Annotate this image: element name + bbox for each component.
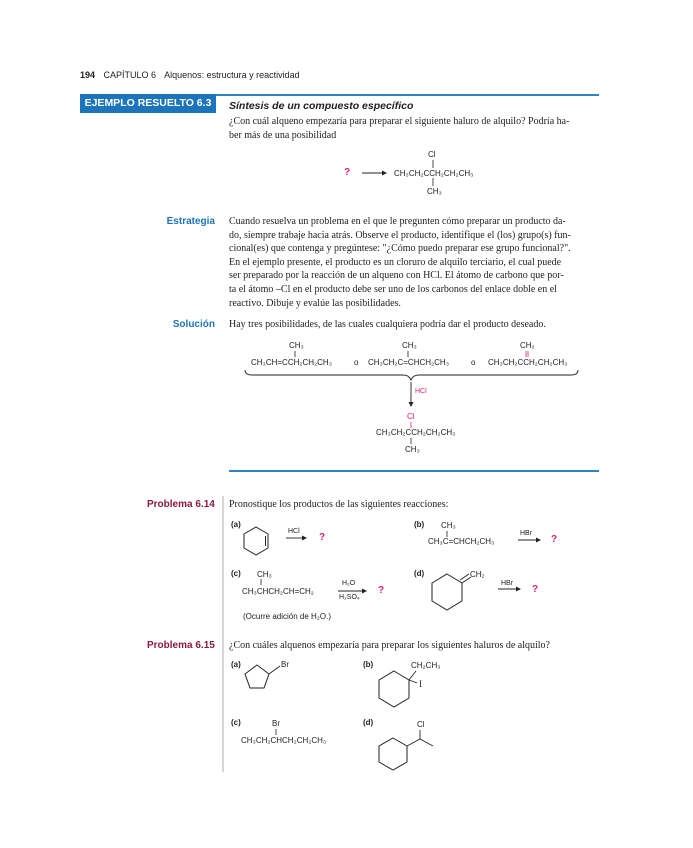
target-formula: CH₃CH₂CCH₂CH₂CH₃ xyxy=(394,169,474,178)
strategy-line: do, siempre trabaje hacia atrás. Observe el producto, identifique el (los) grupo(s) fun- xyxy=(229,229,571,241)
question-mark: ? xyxy=(319,532,326,543)
strategy-line: En el ejemplo presente, el producto es un cloruro de alquilo terciario, el cual puede xyxy=(229,256,562,268)
alkene-1: CH₃CH=CCH₂CH₂CH₃ xyxy=(251,358,332,367)
product-formula: CH₃CH₂CCH₂CH₂CH₃ xyxy=(376,428,456,437)
b-formula: CH₃C=CHCH₂CH₃ xyxy=(428,537,495,546)
a-bromine: Br xyxy=(281,660,289,669)
alkene-3: CH₃CH₂CCH₂CH₂CH₃ xyxy=(488,358,568,367)
item-c: (c) xyxy=(231,569,241,578)
item-c: (c) xyxy=(231,718,241,727)
b-methyl: CH₃ xyxy=(441,521,456,530)
d-chlorine: Cl xyxy=(417,720,425,729)
example-title: Síntesis de un compuesto específico xyxy=(229,100,414,112)
alkene-2: CH₃CH₂C=CHCH₂CH₃ xyxy=(368,358,449,367)
reagent-d: HBr xyxy=(501,580,514,587)
strategy-text xyxy=(229,215,599,310)
target-methyl: CH₃ xyxy=(427,187,442,196)
question-mark: ? xyxy=(532,584,539,595)
question-line: ¿Con cuál alqueno empezaría para preparar el siguiente haluro de alquilo? Podría ha- xyxy=(229,116,570,127)
item-d: (d) xyxy=(414,569,425,578)
strategy-line: reactivo. Dibuje y evalúe las posibilidades. xyxy=(229,297,401,309)
solution-text: Hay tres posibilidades, de las cuales cualquiera podría dar el producto deseado. xyxy=(229,319,546,330)
question-mark: ? xyxy=(551,534,558,545)
strategy-line: ser preparado por la reacción de un alqueno con HCl. El átomo de carbono que por- xyxy=(229,270,564,282)
strategy-line: ta el átomo –Cl en el producto debe ser uno de los carbonos del enlace doble en el xyxy=(229,283,557,295)
c-note: (Ocurre adición de H₂O.) xyxy=(243,612,332,621)
alkene-2-methyl: CH₃ xyxy=(402,341,417,350)
page-number: 194 xyxy=(80,70,96,80)
product-cl: Cl xyxy=(407,412,415,421)
reagent-c-top: H₂O xyxy=(342,580,356,587)
or-separator: o xyxy=(471,358,476,367)
reagent-c-bottom: H₂SO₄ xyxy=(339,594,360,601)
problem-6-15-label: Problema 6.15 xyxy=(147,640,215,651)
strategy-label: Estrategia xyxy=(166,216,215,227)
question-line: ber más de una posibilidad xyxy=(229,129,337,141)
solution-label: Solución xyxy=(172,319,215,330)
reagent-hcl: HCl xyxy=(415,388,427,395)
question-mark: ? xyxy=(378,585,385,596)
item-d: (d) xyxy=(363,718,374,727)
target-cl: Cl xyxy=(428,150,436,159)
c-formula: CH₃CHCH₂CH=CH₂ xyxy=(242,587,314,596)
reagent-b: HBr xyxy=(520,530,533,537)
c-formula: CH₃CH₂CHCH₂CH₂CH₃ xyxy=(241,736,327,745)
product-methyl: CH₃ xyxy=(405,445,420,454)
example-badge: EJEMPLO RESUELTO 6.3 xyxy=(80,94,216,113)
item-b: (b) xyxy=(363,660,374,669)
strategy-line: Cuando resuelva un problema en el que le pregunten cómo preparar un producto da- xyxy=(229,216,566,227)
chapter-label: CAPÍTULO 6 xyxy=(103,70,157,80)
alkene-1-methyl: CH₃ xyxy=(289,341,304,350)
or-separator: o xyxy=(354,358,359,367)
c-methyl: CH₃ xyxy=(257,570,272,579)
alkene-3-methylene: CH₂ xyxy=(520,341,535,350)
item-a: (a) xyxy=(231,660,241,669)
d-methylene: CH₂ xyxy=(470,570,485,579)
item-a: (a) xyxy=(231,520,241,529)
problem-6-14-text: Pronostique los productos de las siguientes reacciones: xyxy=(229,499,449,510)
b-ethyl: CH₂CH₃ xyxy=(411,661,441,670)
example-bottom-rule xyxy=(229,470,599,472)
strategy-line: cional(es) que contenga y pregúntese: "¿Cómo puedo preparar ese grupo funcional?". xyxy=(229,243,571,255)
reagent-a: HCl xyxy=(288,528,300,535)
question-mark: ? xyxy=(344,167,351,178)
b-iodine: I xyxy=(419,679,422,689)
item-b: (b) xyxy=(414,520,425,529)
c-bromine: Br xyxy=(272,719,280,728)
chapter-title: Alquenos: estructura y reactividad xyxy=(164,70,300,80)
problem-6-14-label: Problema 6.14 xyxy=(147,499,215,510)
problem-6-15-text: ¿Con cuáles alquenos empezaría para preparar los siguientes haluros de alquilo? xyxy=(229,640,550,651)
